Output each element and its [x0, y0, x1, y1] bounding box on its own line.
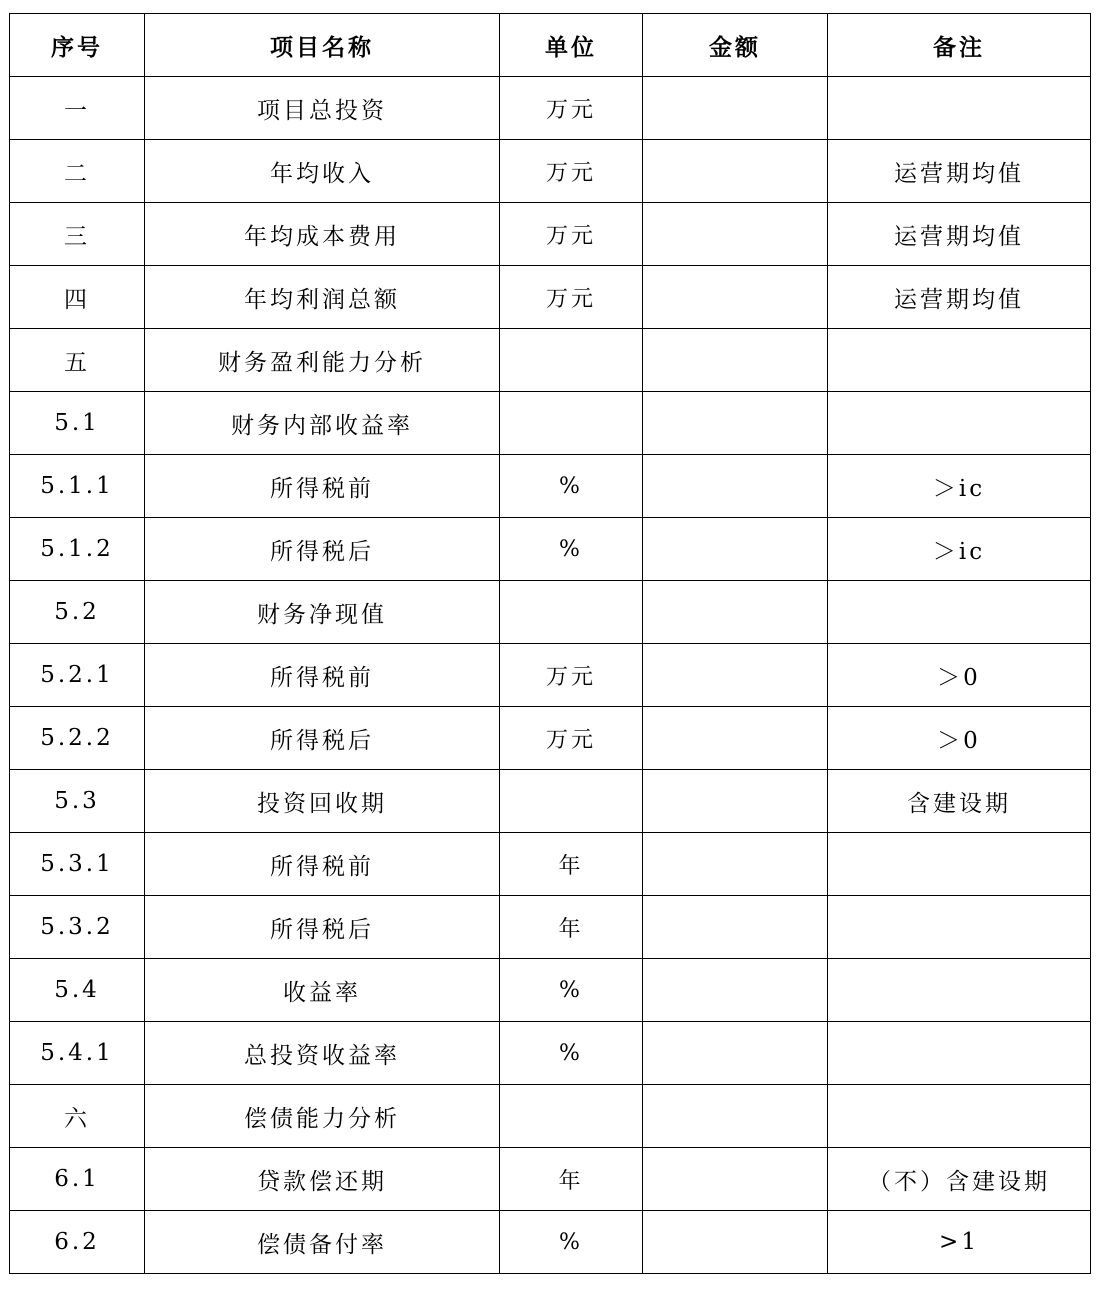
cell-item-name: 年均利润总额 — [145, 266, 500, 329]
table-row — [10, 1148, 1091, 1211]
cell-amount — [643, 581, 828, 644]
cell-unit: % — [500, 959, 643, 1022]
cell-remark — [828, 1022, 1091, 1085]
cell-amount — [643, 203, 828, 266]
table-row — [10, 1211, 1091, 1274]
cell-amount — [643, 77, 828, 140]
table-row — [10, 1085, 1091, 1148]
table-header-row — [10, 14, 1091, 77]
cell-item-name: 所得税后 — [145, 518, 500, 581]
table-row — [10, 770, 1091, 833]
cell-item-name: 所得税后 — [145, 896, 500, 959]
cell-unit: 年 — [500, 896, 643, 959]
cell-index: 5.1.1 — [10, 455, 145, 518]
cell-unit — [500, 329, 643, 392]
cell-index: 5.3.2 — [10, 896, 145, 959]
cell-unit — [500, 581, 643, 644]
cell-unit: 年 — [500, 833, 643, 896]
header-amount: 金额 — [643, 14, 828, 77]
cell-amount — [643, 833, 828, 896]
table-row — [10, 266, 1091, 329]
cell-item-name: 贷款偿还期 — [145, 1148, 500, 1211]
cell-item-name: 所得税前 — [145, 644, 500, 707]
cell-remark: 运营期均值 — [828, 203, 1091, 266]
cell-amount — [643, 896, 828, 959]
cell-unit: 万元 — [500, 644, 643, 707]
cell-index: 5.4 — [10, 959, 145, 1022]
cell-index: 5.2.1 — [10, 644, 145, 707]
cell-index: 6.2 — [10, 1211, 145, 1274]
table-row — [10, 644, 1091, 707]
table-row — [10, 581, 1091, 644]
cell-index: 五 — [10, 329, 145, 392]
cell-index: 三 — [10, 203, 145, 266]
cell-index: 5.2.2 — [10, 707, 145, 770]
cell-unit — [500, 770, 643, 833]
cell-item-name: 所得税前 — [145, 833, 500, 896]
cell-remark: 运营期均值 — [828, 140, 1091, 203]
financial-indicators-table — [9, 13, 1091, 1274]
cell-item-name: 所得税后 — [145, 707, 500, 770]
cell-index: 二 — [10, 140, 145, 203]
cell-item-name: 投资回收期 — [145, 770, 500, 833]
cell-remark — [828, 392, 1091, 455]
header-item-name: 项目名称 — [145, 14, 500, 77]
cell-item-name: 项目总投资 — [145, 77, 500, 140]
cell-index: 6.1 — [10, 1148, 145, 1211]
table-row — [10, 203, 1091, 266]
cell-item-name: 年均成本费用 — [145, 203, 500, 266]
cell-amount — [643, 455, 828, 518]
header-remark: 备注 — [828, 14, 1091, 77]
cell-unit: 万元 — [500, 77, 643, 140]
cell-amount — [643, 644, 828, 707]
table-row — [10, 707, 1091, 770]
cell-index: 四 — [10, 266, 145, 329]
cell-item-name: 年均收入 — [145, 140, 500, 203]
cell-index: 5.3 — [10, 770, 145, 833]
table-row — [10, 896, 1091, 959]
cell-amount — [643, 770, 828, 833]
cell-amount — [643, 1148, 828, 1211]
cell-unit: % — [500, 455, 643, 518]
table-row — [10, 329, 1091, 392]
cell-item-name: 财务净现值 — [145, 581, 500, 644]
cell-index: 5.1.2 — [10, 518, 145, 581]
table-row — [10, 1022, 1091, 1085]
cell-amount — [643, 959, 828, 1022]
cell-remark: ＞0 — [828, 644, 1091, 707]
cell-remark — [828, 833, 1091, 896]
cell-unit: 万元 — [500, 203, 643, 266]
cell-remark — [828, 77, 1091, 140]
cell-item-name: 偿债备付率 — [145, 1211, 500, 1274]
cell-remark: 运营期均值 — [828, 266, 1091, 329]
cell-amount — [643, 392, 828, 455]
cell-unit — [500, 1085, 643, 1148]
cell-remark — [828, 1085, 1091, 1148]
table-row — [10, 392, 1091, 455]
cell-remark: ＞ic — [828, 518, 1091, 581]
cell-remark: 含建设期 — [828, 770, 1091, 833]
cell-amount — [643, 329, 828, 392]
cell-remark — [828, 959, 1091, 1022]
cell-unit: % — [500, 1211, 643, 1274]
cell-index: 5.3.1 — [10, 833, 145, 896]
cell-remark — [828, 896, 1091, 959]
cell-unit — [500, 392, 643, 455]
cell-item-name: 总投资收益率 — [145, 1022, 500, 1085]
header-index: 序号 — [10, 14, 145, 77]
cell-unit: 年 — [500, 1148, 643, 1211]
cell-amount — [643, 266, 828, 329]
table-row — [10, 833, 1091, 896]
cell-amount — [643, 1211, 828, 1274]
cell-item-name: 财务盈利能力分析 — [145, 329, 500, 392]
cell-remark — [828, 329, 1091, 392]
cell-amount — [643, 1022, 828, 1085]
cell-item-name: 收益率 — [145, 959, 500, 1022]
cell-item-name: 所得税前 — [145, 455, 500, 518]
table-row — [10, 959, 1091, 1022]
header-unit: 单位 — [500, 14, 643, 77]
cell-index: 六 — [10, 1085, 145, 1148]
cell-item-name: 偿债能力分析 — [145, 1085, 500, 1148]
cell-remark — [828, 581, 1091, 644]
cell-amount — [643, 518, 828, 581]
cell-index: 5.4.1 — [10, 1022, 145, 1085]
cell-unit: 万元 — [500, 707, 643, 770]
cell-amount — [643, 1085, 828, 1148]
cell-remark: （不）含建设期 — [828, 1148, 1091, 1211]
cell-unit: 万元 — [500, 266, 643, 329]
cell-unit: % — [500, 1022, 643, 1085]
cell-index: 5.1 — [10, 392, 145, 455]
table-row — [10, 455, 1091, 518]
cell-index: 一 — [10, 77, 145, 140]
cell-remark: >1 — [828, 1211, 1091, 1274]
cell-index: 5.2 — [10, 581, 145, 644]
cell-remark: ＞ic — [828, 455, 1091, 518]
table-row — [10, 518, 1091, 581]
table-row — [10, 140, 1091, 203]
cell-amount — [643, 140, 828, 203]
table-row — [10, 77, 1091, 140]
cell-amount — [643, 707, 828, 770]
cell-remark: ＞0 — [828, 707, 1091, 770]
cell-item-name: 财务内部收益率 — [145, 392, 500, 455]
cell-unit: % — [500, 518, 643, 581]
cell-unit: 万元 — [500, 140, 643, 203]
